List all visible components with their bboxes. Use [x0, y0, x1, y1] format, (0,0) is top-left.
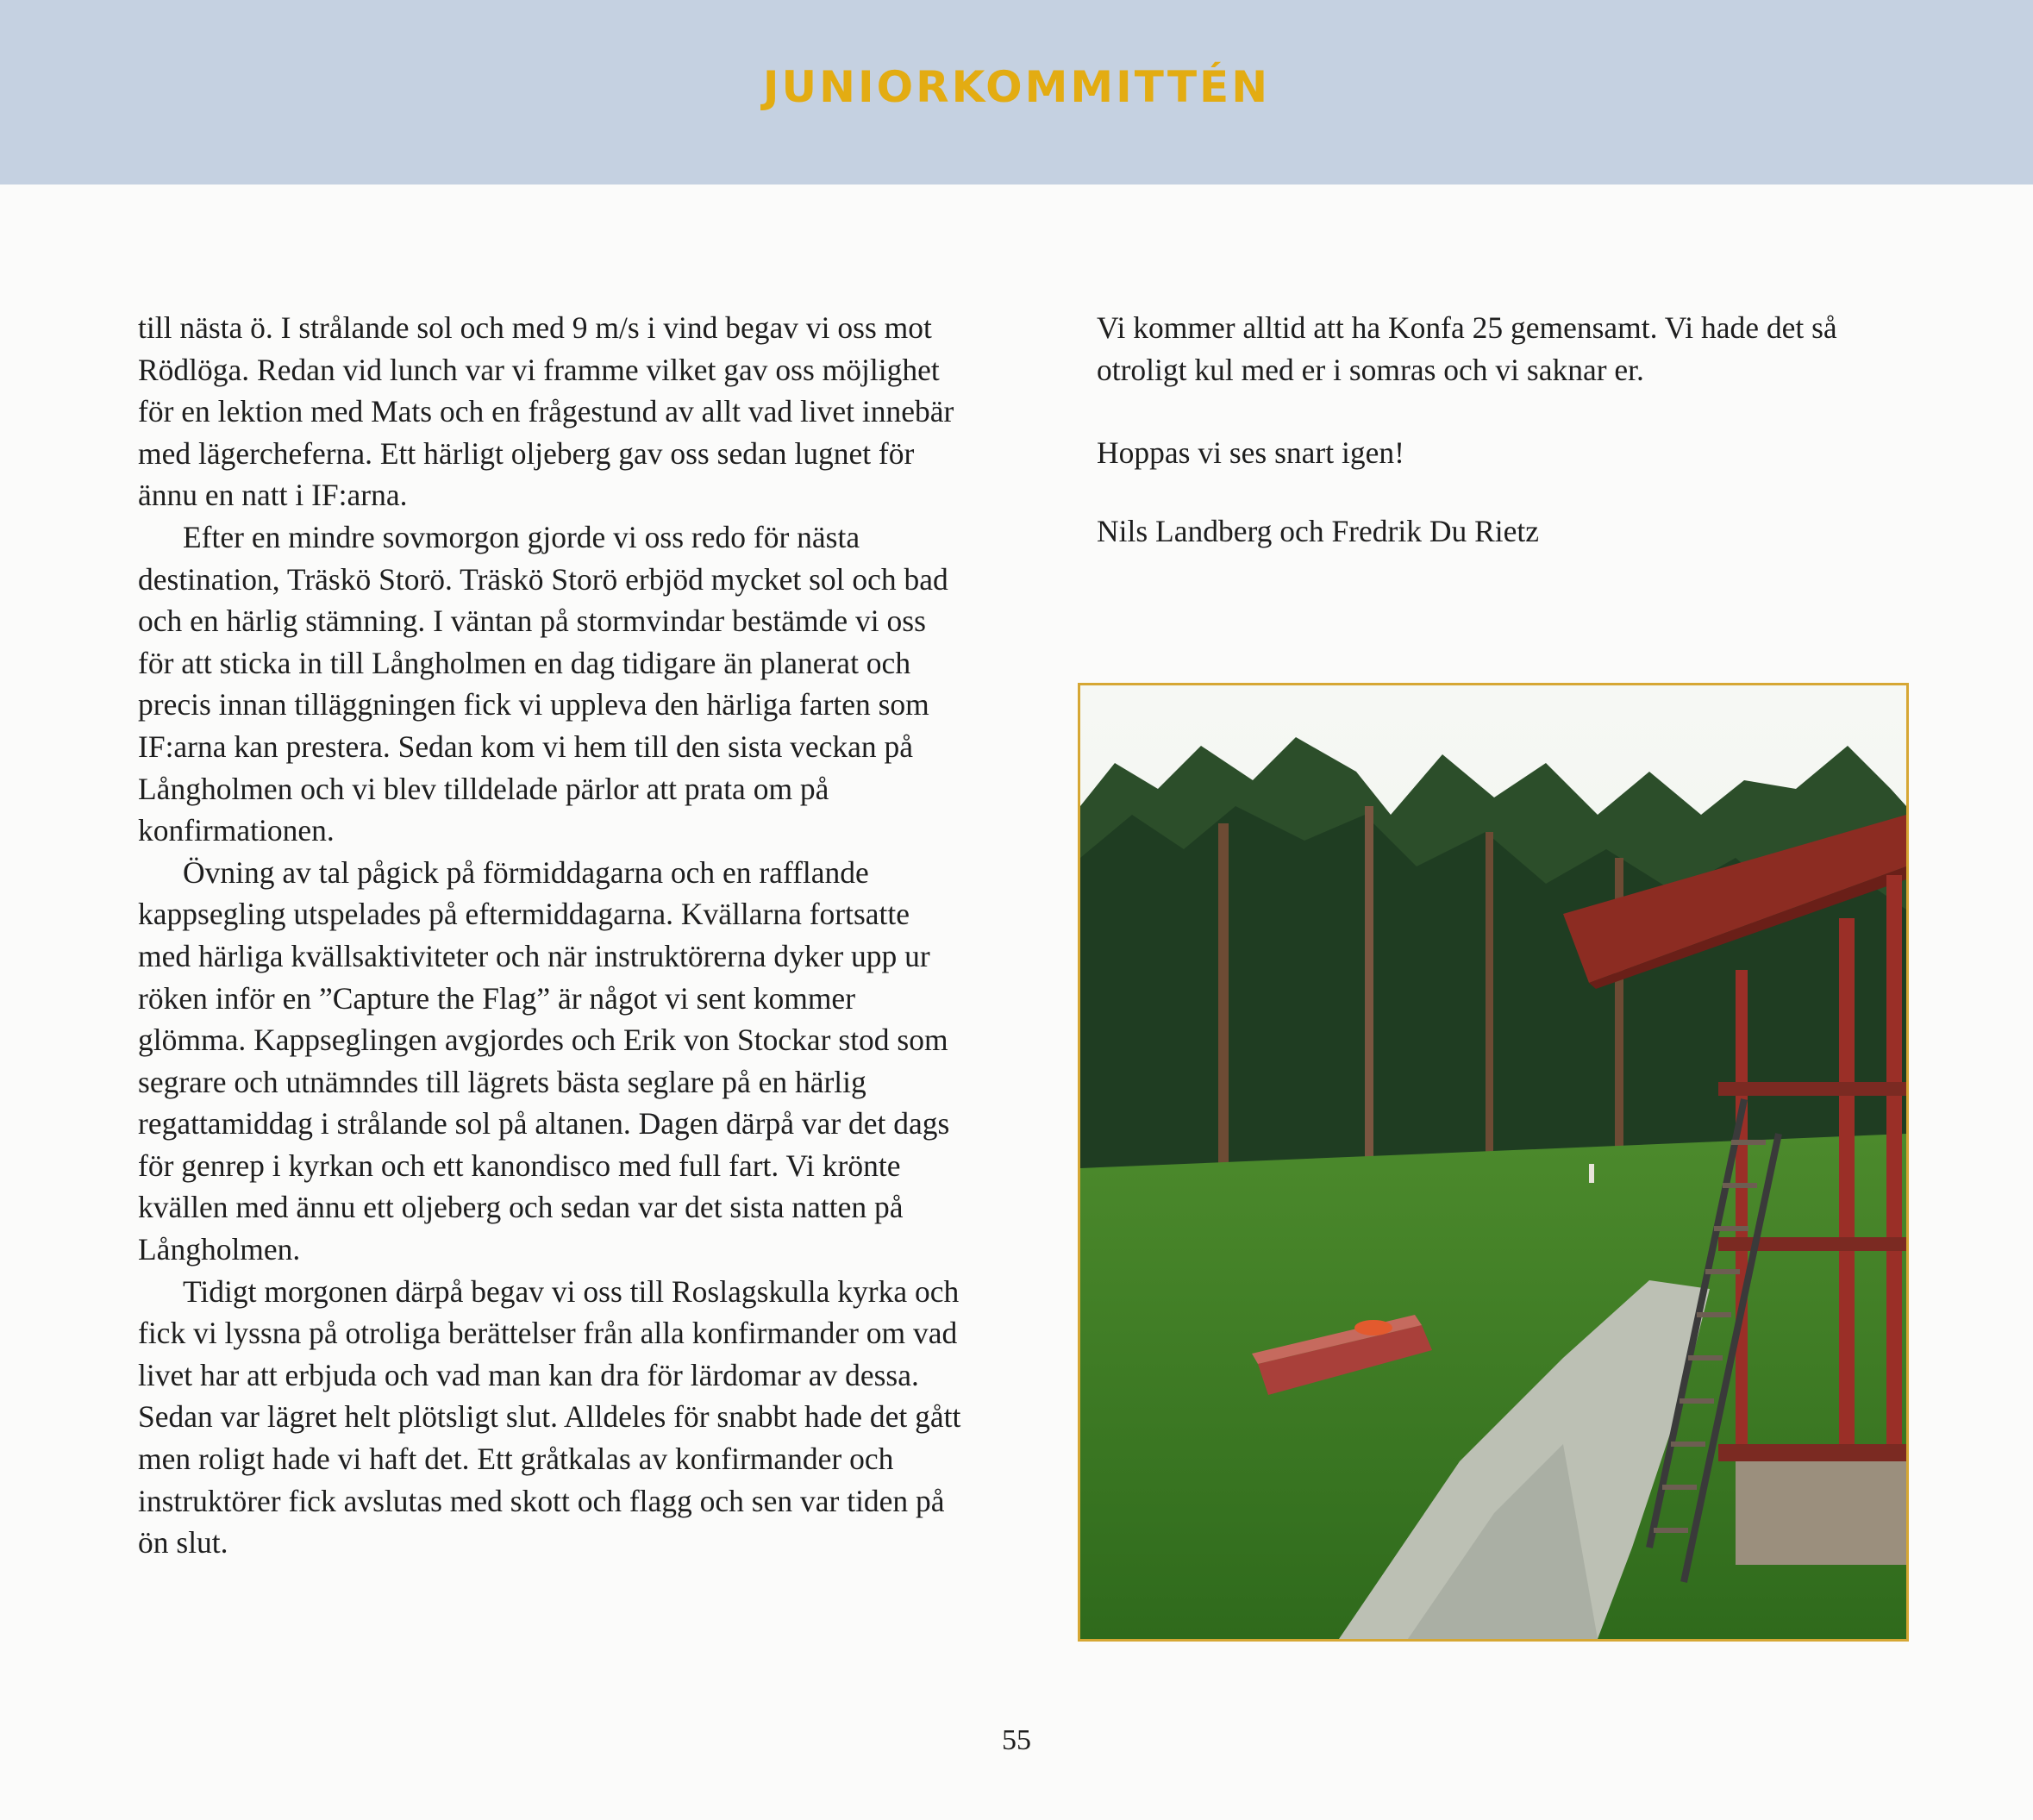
closing-paragraph: Vi kommer alltid att ha Konfa 25 gemensamt. Vi hade det så otroligt kul med er i somras och vi saknar er.: [1097, 310, 1837, 387]
camp-photo-illustration: [1080, 685, 1906, 1639]
body-paragraph: Övning av tal pågick på förmiddagarna och en rafflande kappsegling utspelades på eftermiddagarna. Kvällarna fortsatte med härliga kvällsaktiviteter och när instruktörerna dyker upp ur röken inför en ”Capture the Flag” är något vi sent kommer glömma. Kappseglingen avgjordes och Erik von Stockar stod som segrare och utnämndes till lägrets bästa seglare på en härlig regattamiddag i strålande sol på altanen. Dagen därpå var det dags för genrep i kyrkan och ett kanondisco med full fart. Vi krönte kvällen med ännu ett oljeberg och sedan var det sista natten på Långholmen.: [138, 854, 950, 1267]
page-number: 55: [1002, 1724, 1031, 1756]
body-paragraph: till nästa ö. I strålande sol och med 9 m/s i vind begav vi oss mot Rödlöga. Redan vid lunch var vi framme vilket gav oss möjlighet för en lektion med Mats och en frågestund av allt vad livet innebär med lägercheferna. Ett härligt oljeberg gav oss sedan lugnet för ännu en natt i IF:arna.: [138, 310, 954, 513]
camp-photo: [1078, 683, 1909, 1642]
page-section-title: JUNIORKOMMITTÉN: [762, 62, 1271, 112]
author-signature: Nils Landberg och Fredrik Du Rietz: [1097, 513, 1539, 548]
right-text-column: [1097, 307, 1907, 593]
body-paragraph: Efter en mindre sovmorgon gjorde vi oss redo för nästa destination, Träskö Storö. Träskö Storö erbjöd mycket sol och bad och en härlig stämning. I väntan på stormvindar bestämde vi oss för att sticka in till Långholmen en dag tidigare än planerat och precis innan tilläggningen fick vi uppleva den härliga farten som IF:arna kan prestera. Sedan kom vi hem till den sista veckan på Långholmen och vi blev tilldelade pärlor att prata om på konfirmationen.: [138, 519, 948, 848]
body-paragraph: Tidigt morgonen därpå begav vi oss till Roslagskulla kyrka och fick vi lyssna på otroliga berättelser från alla konfirmander om vad livet har att erbjuda och vad man kan dra för lärdomar av dessa. Sedan var lägret helt plötsligt slut. Alldeles för snabbt hade det gått men roligt hade vi haft det. Ett gråtkalas av konfirmander och instruktörer fick avslutas med skott och flagg och sen var tiden på ön slut.: [138, 1273, 961, 1560]
left-text-column: [138, 307, 961, 1564]
greeting-line: Hoppas vi ses snart igen!: [1097, 435, 1404, 471]
